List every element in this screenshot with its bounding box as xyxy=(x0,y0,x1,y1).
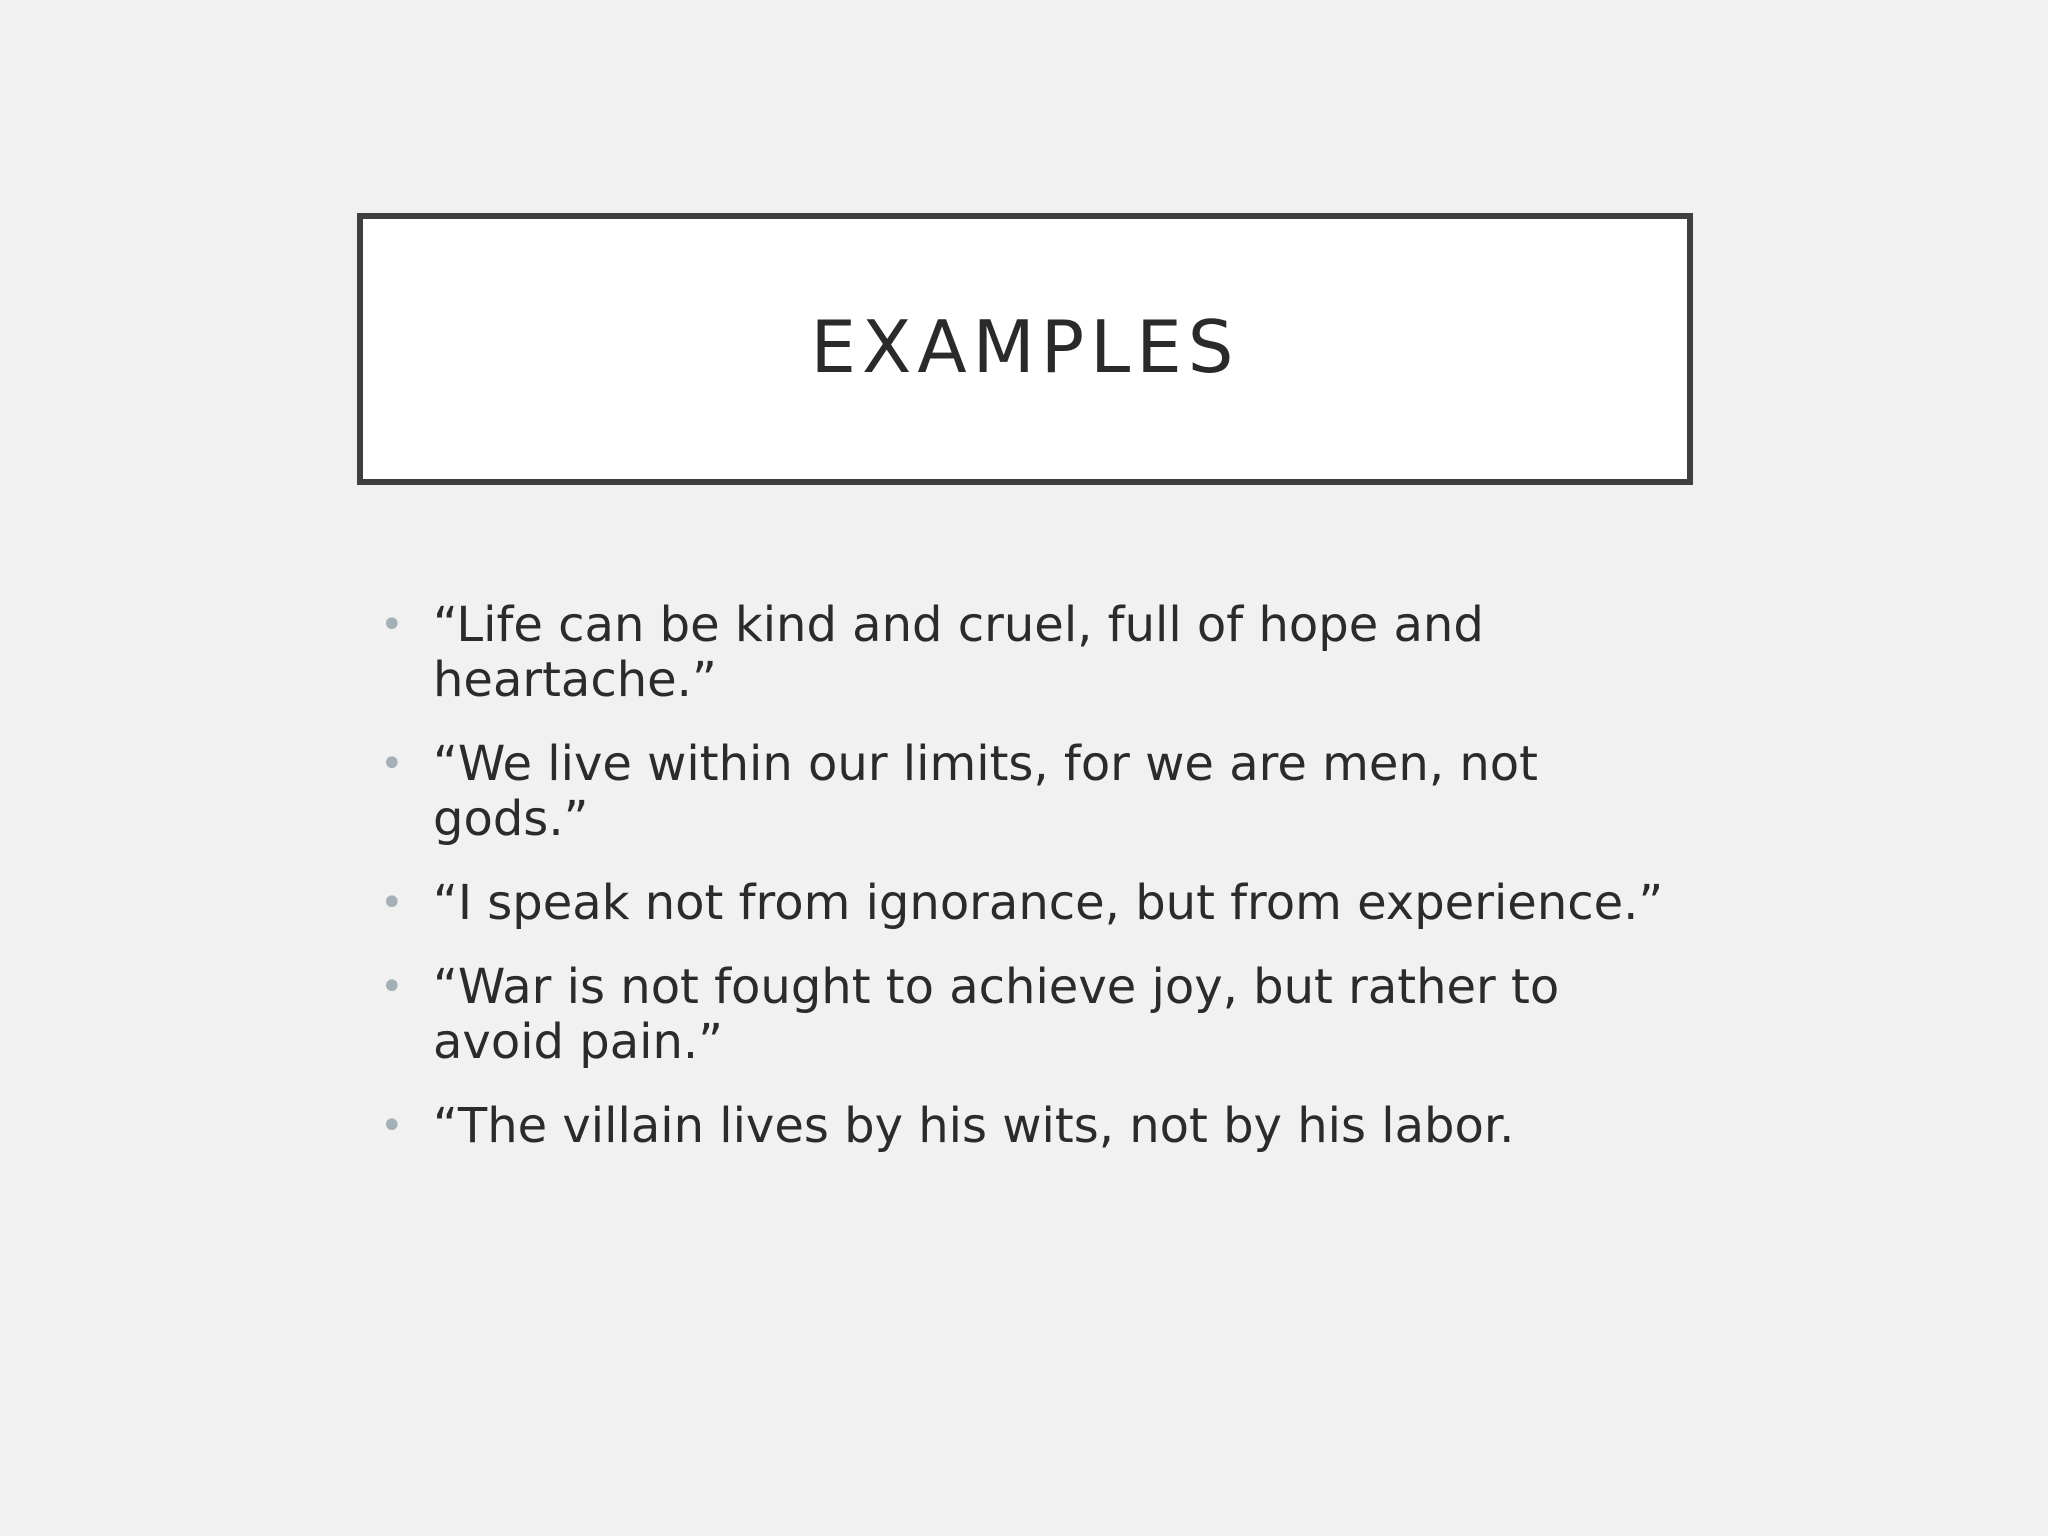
title-box xyxy=(357,213,1693,485)
bullet-text: “War is not fought to achieve joy, but rather to avoid pain.” xyxy=(433,959,1560,1070)
bullet-item xyxy=(380,598,1680,708)
bullet-item xyxy=(380,1099,1680,1154)
bullet-list xyxy=(380,598,1680,1183)
bullet-text: “The villain lives by his wits, not by his labor. xyxy=(433,1098,1515,1154)
bullet-dot-icon: • xyxy=(380,880,404,926)
bullet-text: “We live within our limits, for we are men, not gods.” xyxy=(433,736,1538,847)
bullet-text: “Life can be kind and cruel, full of hope and heartache.” xyxy=(433,597,1484,708)
bullet-dot-icon: • xyxy=(380,964,404,1010)
bullet-item xyxy=(380,737,1680,847)
bullet-dot-icon: • xyxy=(380,741,404,787)
slide-title: EXAMPLES xyxy=(810,305,1240,389)
bullet-dot-icon: • xyxy=(380,602,404,648)
bullet-item xyxy=(380,960,1680,1070)
bullet-text: “I speak not from ignorance, but from experience.” xyxy=(433,875,1664,931)
bullet-dot-icon: • xyxy=(380,1103,404,1149)
bullet-item xyxy=(380,876,1680,931)
